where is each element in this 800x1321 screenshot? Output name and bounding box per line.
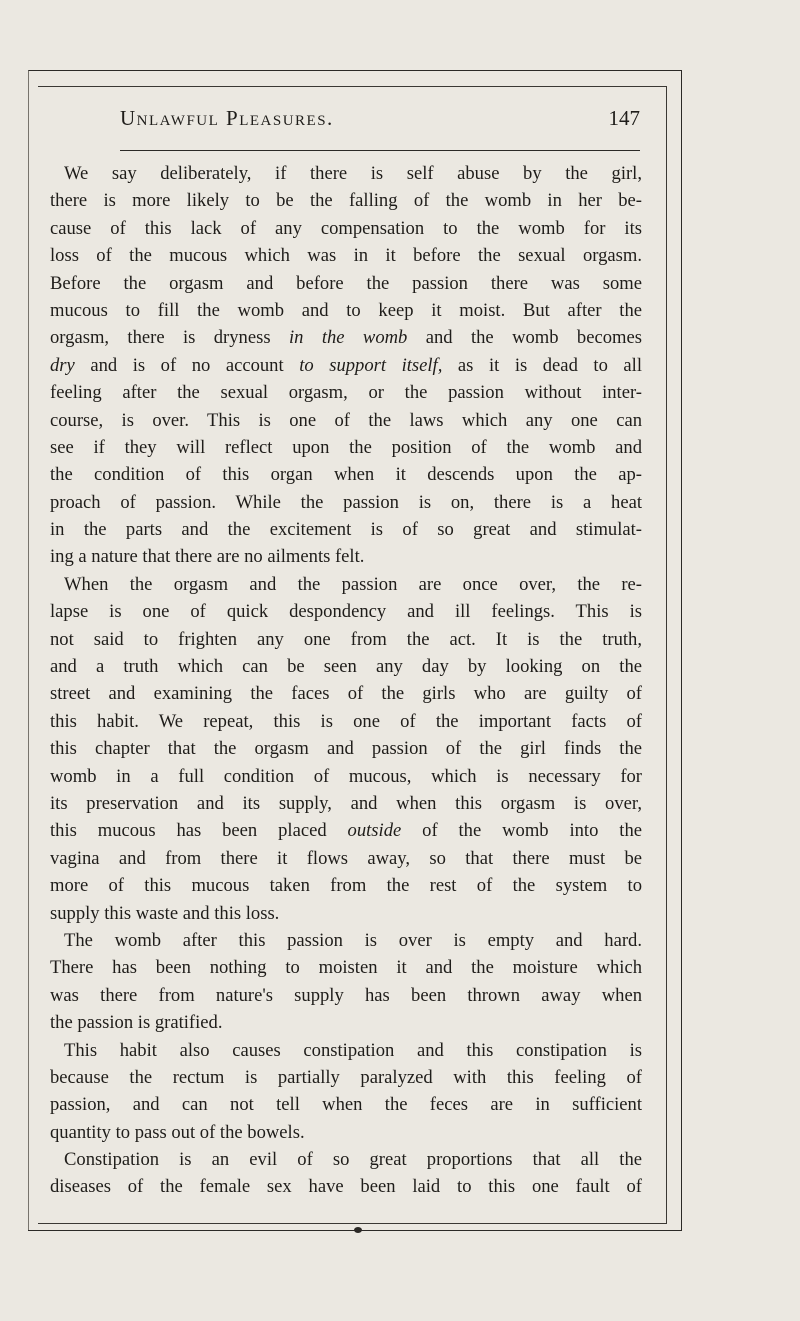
text-line: quantity to pass out of the bowels. <box>50 1121 305 1143</box>
text-segment: and is of no account <box>90 354 284 376</box>
text-line: not said to frighten any one from the act. It is the truth, <box>50 628 642 650</box>
text-line: The womb after this passion is over is empty and hard. <box>64 929 642 951</box>
text-segment: of the womb into the <box>422 820 642 842</box>
text-line: feeling after the sexual orgasm, or the passion without inter- <box>50 382 642 404</box>
text-line: its preservation and its supply, and when this orgasm is over, <box>50 792 642 814</box>
text-line: womb in a full condition of mucous, which is necessary for <box>50 765 642 787</box>
text-line: and a truth which can be seen any day by looking on the <box>50 656 642 678</box>
text-line: loss of the mucous which was in it before the sexual orgasm. <box>50 245 642 267</box>
text-line: course, is over. This is one of the laws which any one can <box>50 409 642 431</box>
running-head <box>120 106 640 136</box>
text-line: see if they will reflect upon the position of the womb and <box>50 436 642 458</box>
text-line: When the orgasm and the passion are once over, the re- <box>64 573 642 595</box>
text-line: ing a nature that there are no ailments felt. <box>50 546 365 568</box>
text-line: passion, and can not tell when the feces are in sufficient <box>50 1094 642 1116</box>
page-mark <box>354 1227 362 1233</box>
text-segment: orgasm, there is dryness <box>50 327 271 349</box>
text-segment: and the womb becomes <box>425 327 642 349</box>
text-line: was there from nature's supply has been thrown away when <box>50 984 642 1006</box>
text-line <box>50 352 642 379</box>
text-line: diseases of the female sex have been laid to this one fault of <box>50 1176 642 1198</box>
text-line: vagina and from there it flows away, so that there must be <box>50 847 642 869</box>
text-line: there is more likely to be the falling of the womb in her be- <box>50 190 642 212</box>
text-segment: as it is dead to all <box>457 354 642 376</box>
text-line: We say deliberately, if there is self abuse by the girl, <box>64 163 642 184</box>
page-number: 147 <box>608 106 640 130</box>
running-title: Unlawful Pleasures. <box>120 106 334 130</box>
text-line: Before the orgasm and before the passion there was some <box>50 272 642 294</box>
text-line: in the parts and the excitement is of so great and stimulat- <box>50 519 642 541</box>
header-rule <box>120 150 640 151</box>
text-line <box>50 324 642 351</box>
text-line: There has been nothing to moisten it and the moisture which <box>50 957 642 979</box>
text-line: proach of passion. While the passion is on, there is a heat <box>50 491 642 513</box>
text-line: the condition of this organ when it descends upon the ap- <box>50 464 642 486</box>
body-text <box>50 160 642 1201</box>
text-line: This habit also causes constipation and this constipation is <box>64 1039 642 1061</box>
italic-phrase: outside <box>347 820 402 842</box>
text-line: street and examining the faces of the girls who are guilty of <box>50 683 642 705</box>
text-line: cause of this lack of any compensation to the womb for its <box>50 217 642 239</box>
text-line <box>50 817 642 844</box>
text-line: mucous to fill the womb and to keep it moist. But after the <box>50 299 642 321</box>
italic-phrase: to support itself, <box>299 354 443 376</box>
text-line: more of this mucous taken from the rest of the system to <box>50 875 642 897</box>
text-line: Constipation is an evil of so great proportions that all the <box>64 1149 642 1171</box>
text-segment: this mucous has been placed <box>50 820 327 842</box>
text-line: lapse is one of quick despondency and ill feelings. This is <box>50 601 642 623</box>
text-line: supply this waste and this loss. <box>50 902 280 924</box>
text-line: because the rectum is partially paralyzed with this feeling of <box>50 1066 642 1088</box>
italic-phrase: dry <box>50 354 75 376</box>
text-line: this chapter that the orgasm and passion of the girl finds the <box>50 738 642 760</box>
text-line: this habit. We repeat, this is one of the important facts of <box>50 710 642 732</box>
text-line: the passion is gratified. <box>50 1012 223 1034</box>
italic-phrase: in the womb <box>288 327 408 349</box>
